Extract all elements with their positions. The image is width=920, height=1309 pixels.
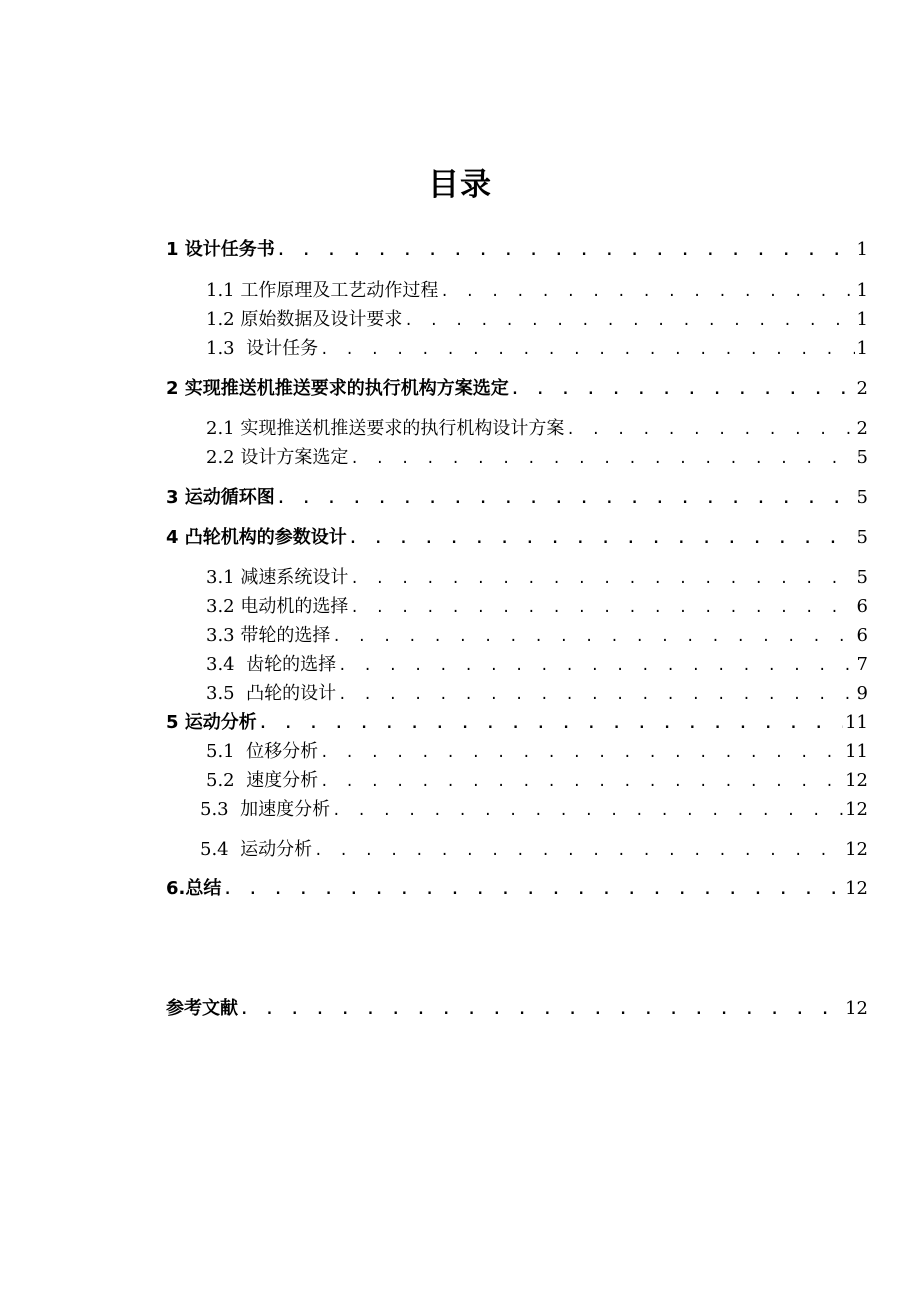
toc-entry-label: 3 运动循环图	[166, 487, 275, 508]
dot-leader	[350, 445, 854, 472]
toc-entry-page: 5	[856, 447, 868, 468]
toc-entry-page: 6	[856, 625, 868, 646]
toc-entry-label: 2 实现推送机推送要求的执行机构方案选定	[166, 378, 509, 399]
dot-leader	[511, 376, 855, 403]
toc-entry-label: 5.1 位移分析	[206, 741, 319, 762]
toc-entry-3[interactable]	[166, 484, 868, 512]
dot-leader	[320, 336, 854, 363]
toc-entry-page: 11	[845, 712, 868, 733]
toc-entry-page: 1	[856, 338, 868, 359]
toc-entry-6[interactable]	[166, 875, 868, 903]
toc-entry-page: 5	[856, 487, 868, 508]
toc-entry-label: 5.4 运动分析	[200, 839, 313, 860]
dot-leader	[240, 996, 843, 1023]
toc-entry-page: 6	[856, 596, 868, 617]
toc-entry-label: 5.3 加速度分析	[200, 799, 331, 820]
toc-entry-page: 12	[845, 878, 868, 899]
dot-leader	[277, 485, 855, 512]
toc-entry-label: 2.1 实现推送机推送要求的执行机构设计方案	[206, 418, 565, 439]
toc-entry-3-3[interactable]	[206, 622, 868, 650]
toc-entry-1-1[interactable]	[206, 277, 868, 305]
dot-leader	[350, 594, 854, 621]
toc-entry-label: 3.3 带轮的选择	[206, 625, 331, 646]
toc-entry-page: 2	[856, 378, 868, 399]
toc-entry-2[interactable]	[166, 375, 868, 403]
dot-leader	[404, 307, 854, 334]
toc-entry-label: 3.2 电动机的选择	[206, 596, 349, 617]
toc-entry-2-2[interactable]	[206, 444, 868, 472]
toc-entry-label: 1.2 原始数据及设计要求	[206, 309, 403, 330]
dot-leader	[320, 768, 843, 795]
toc-entry-label: 5 运动分析	[166, 712, 257, 733]
toc-entry-page: 1	[856, 280, 868, 301]
toc-entry-3-4[interactable]	[206, 651, 868, 679]
toc-entry-5-2[interactable]	[206, 767, 868, 795]
dot-leader	[277, 237, 855, 264]
dot-leader	[350, 565, 854, 592]
toc-entry-label: 2.2 设计方案选定	[206, 447, 349, 468]
toc-entry-references[interactable]	[166, 995, 868, 1023]
dot-leader	[349, 525, 855, 552]
dot-leader	[338, 681, 854, 708]
toc-entry-3-2[interactable]	[206, 593, 868, 621]
toc-entry-label: 1.1 工作原理及工艺动作过程	[206, 280, 439, 301]
toc-entry-4[interactable]	[166, 524, 868, 552]
toc-entry-5-3[interactable]	[200, 796, 868, 824]
toc-entry-page: 12	[845, 799, 868, 820]
dot-leader	[314, 837, 843, 864]
toc-entry-label: 3.4 齿轮的选择	[206, 654, 337, 675]
dot-leader	[566, 416, 854, 443]
toc-entry-5-1[interactable]	[206, 738, 868, 766]
toc-entry-page: 9	[856, 683, 868, 704]
toc-entry-page: 1	[856, 309, 868, 330]
toc-entry-page: 1	[856, 239, 868, 260]
toc-entry-page: 5	[856, 567, 868, 588]
toc-entry-3-1[interactable]	[206, 564, 868, 592]
toc-entry-label: 4 凸轮机构的参数设计	[166, 527, 347, 548]
toc-entry-label: 1.3 设计任务	[206, 338, 319, 359]
toc-entry-page: 12	[845, 770, 868, 791]
toc-entry-5-4[interactable]	[200, 836, 868, 864]
toc-entry-page: 11	[845, 741, 868, 762]
dot-leader	[332, 797, 843, 824]
toc-entry-label: 5.2 速度分析	[206, 770, 319, 791]
toc-entry-label: 1 设计任务书	[166, 239, 275, 260]
toc-entry-label: 参考文献	[166, 998, 238, 1019]
toc-entry-1[interactable]	[166, 236, 868, 264]
toc-entry-3-5[interactable]	[206, 680, 868, 708]
toc-entry-page: 2	[856, 418, 868, 439]
toc-entry-page: 12	[845, 839, 868, 860]
toc-title: 目录	[428, 167, 492, 203]
dot-leader	[259, 710, 843, 737]
toc-entry-1-3[interactable]	[206, 335, 868, 363]
toc-entry-page: 5	[856, 527, 868, 548]
toc-entry-label: 6.总结	[166, 878, 222, 899]
dot-leader	[332, 623, 854, 650]
toc-entry-1-2[interactable]	[206, 306, 868, 334]
toc-entry-page: 12	[845, 998, 868, 1019]
toc-entry-2-1[interactable]	[206, 415, 868, 443]
dot-leader	[440, 278, 854, 305]
dot-leader	[338, 652, 854, 679]
toc-entry-page: 7	[856, 654, 868, 675]
toc-entry-5[interactable]	[166, 709, 868, 737]
toc-entry-label: 3.1 减速系统设计	[206, 567, 349, 588]
dot-leader	[223, 876, 843, 903]
toc-entry-label: 3.5 凸轮的设计	[206, 683, 337, 704]
dot-leader	[320, 739, 843, 766]
